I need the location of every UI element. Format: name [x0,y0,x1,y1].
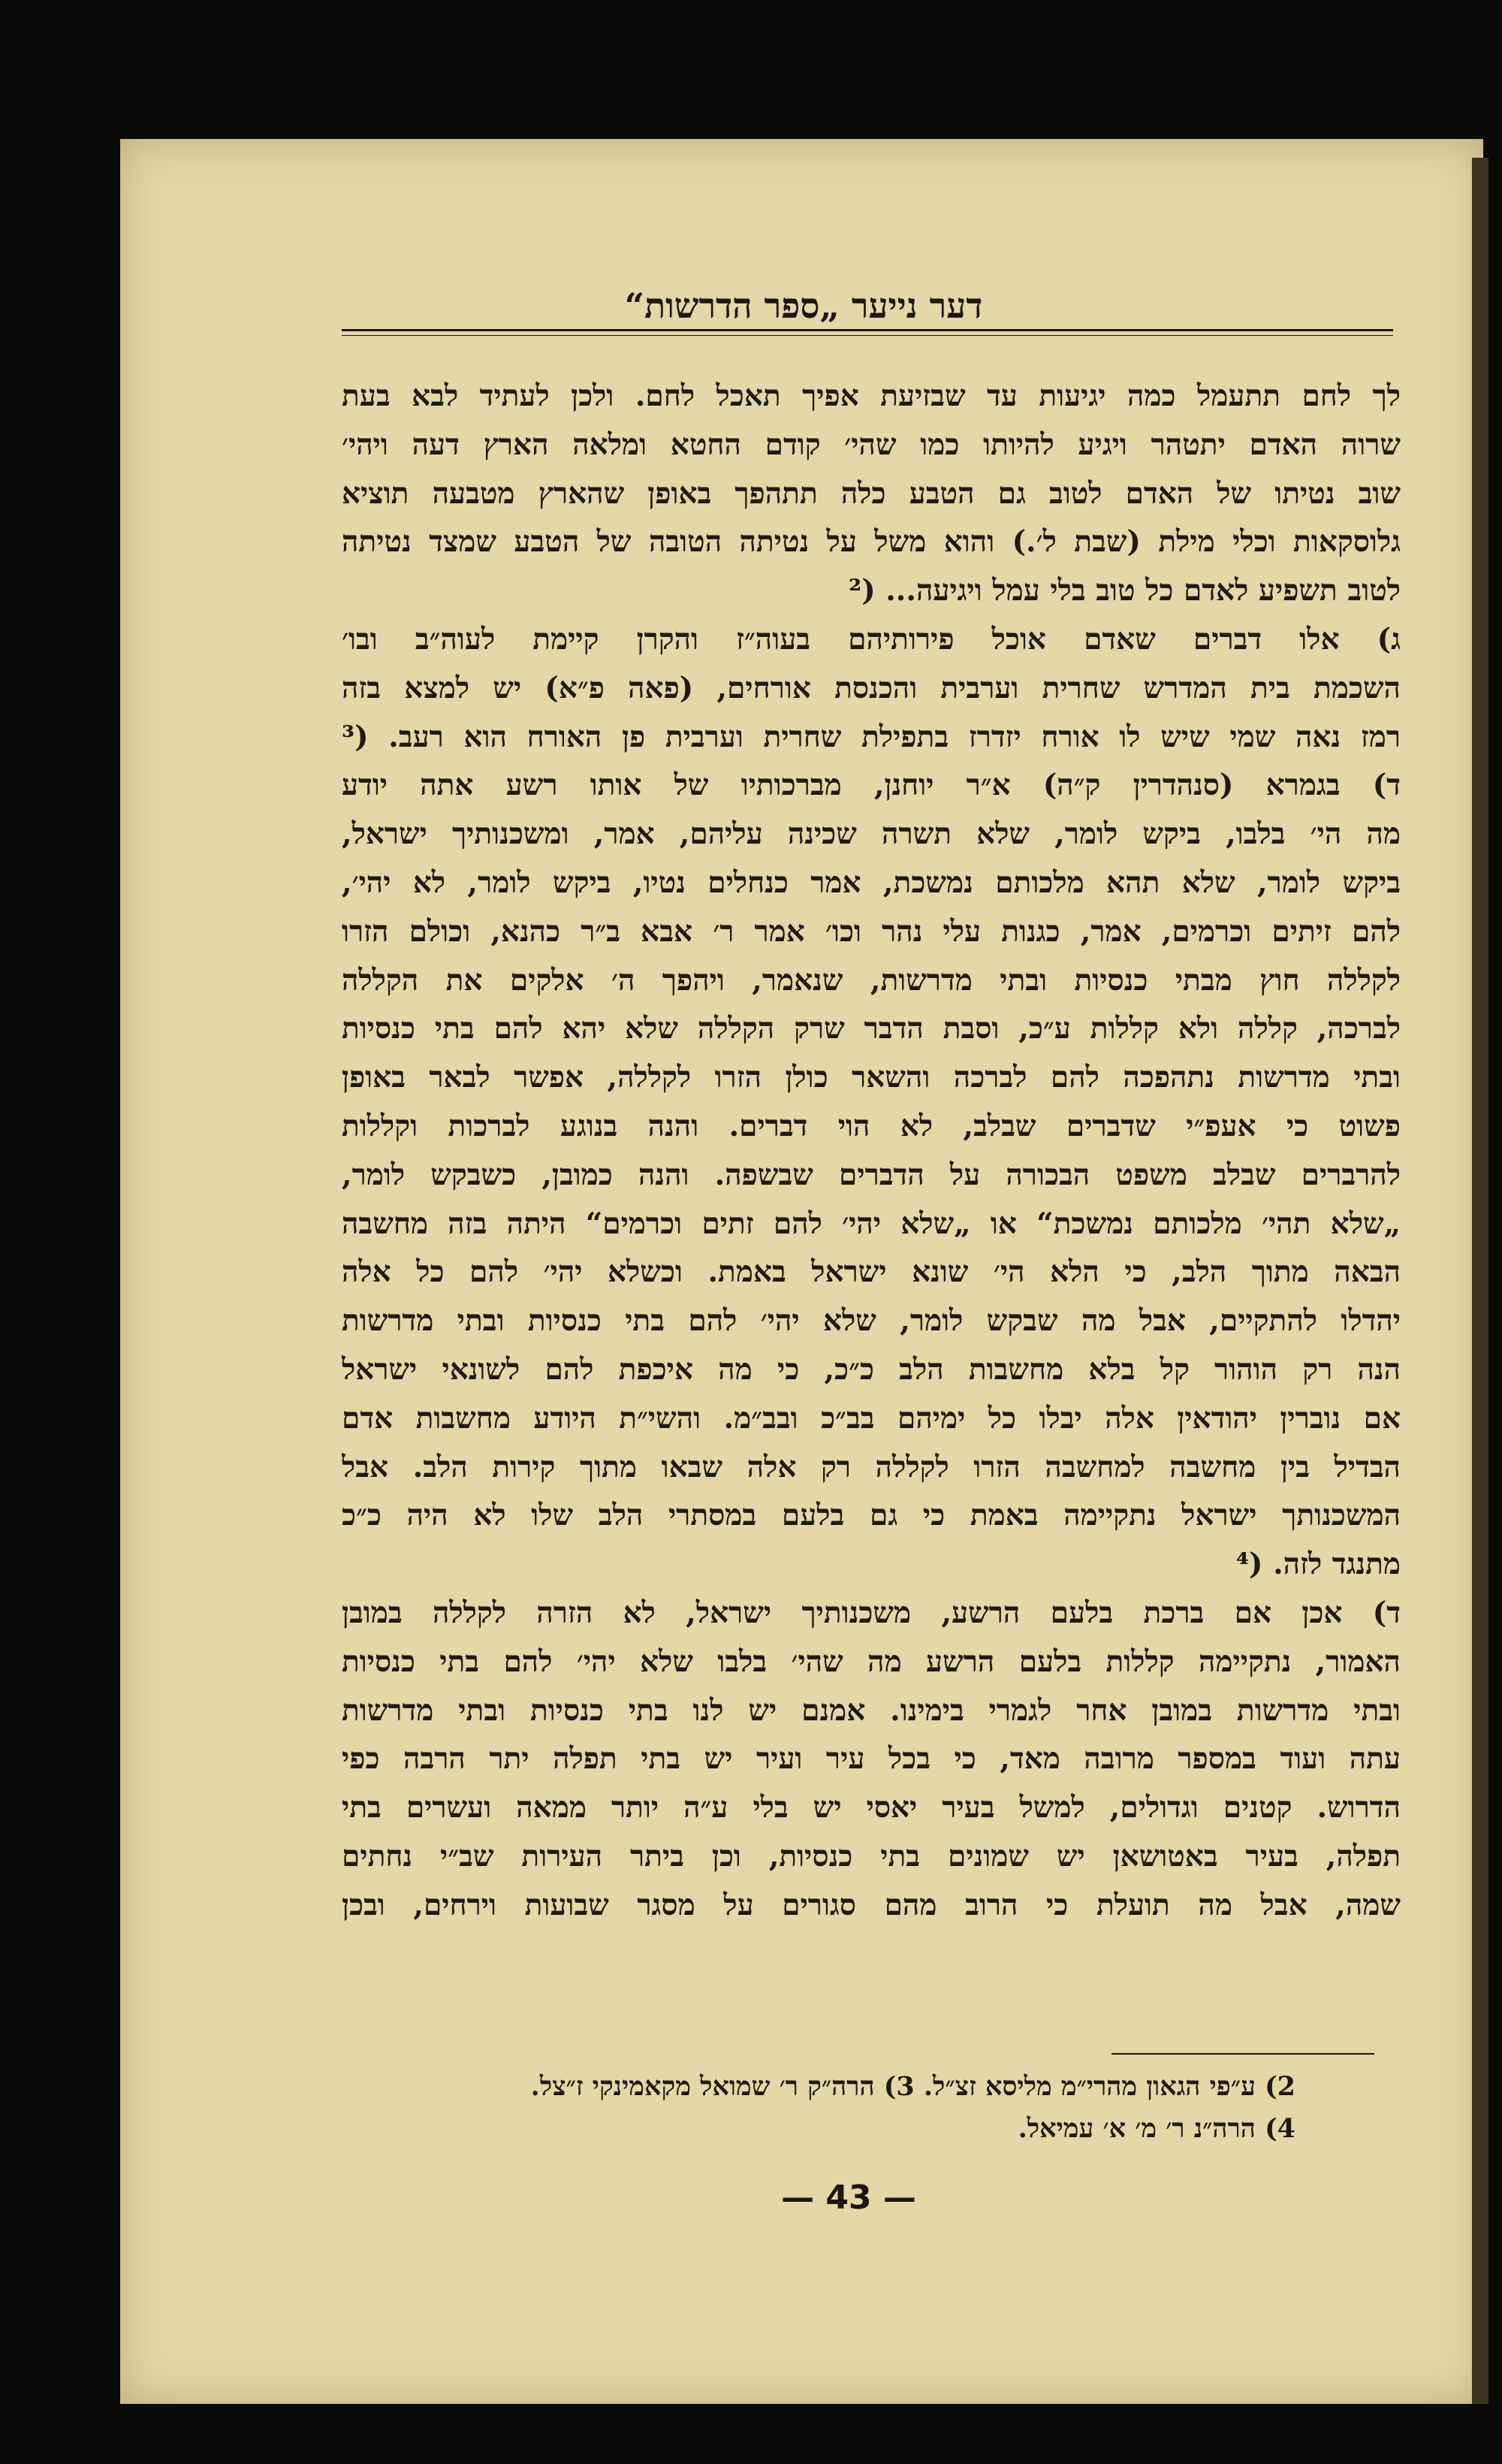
text-line: לטוב תשפיע לאדם כל טוב בלי עמל ויגיעה... (² [849,573,1401,608]
text-line: האמור, נתקיימה קללות בלעם הרשע מה שהי׳ בלבו שלא יהי׳ להם בתי כנסיות [342,1644,1401,1679]
text-line: לקללה חוץ מבתי כנסיות ובתי מדרשות, שנאמר, ויהפך ה׳ אלקים את הקללה [342,962,1401,998]
header-rule [342,329,1393,331]
text-line: עתה ועוד במספר מרובה מאד, כי בכל עיר ועיר יש בתי תפלה יתר הרבה כפי [342,1741,1401,1777]
text-line: ד) בגמרא (סנהדרין ק״ה) א״ר יוחנן, מברכותיו של אותו רשע אתה יודע [342,768,1401,803]
text-line: להם זיתים וכרמים, אמר, כגנות עלי נהר וכו׳ אמר ר׳ אבא ב״ר כהנא, וכולם הזרו [342,913,1401,949]
text-line: ד) אכן אם ברכת בלעם הרשע, משכנותיך ישראל, לא הזרה לקללה במובן [342,1595,1401,1630]
text-line: שוב נטיתו של האדם לטוב גם הטבע כלה תתהפך באופן שהארץ מטבעה תוציא [342,476,1401,511]
text-line: ביקש לומר, שלא תהא מלכותם נמשכת, אמר כנחלים נטיו, ביקש לומר, לא יהי׳, [342,865,1401,900]
text-line: „שלא תהי׳ מלכותם נמשכת“ או „שלא יהי׳ להם זתים וכרמים“ היתה בזה מחשבה [342,1206,1401,1241]
footnote-rule [1111,2053,1374,2055]
running-header: דער נייער „ספר הדרשות“ [624,285,983,326]
text-line: שרוה האדם יתטהר ויגיע להיותו כמו שהי׳ קודם החטא ומלאה הארץ דעה ויהי׳ [342,427,1401,462]
text-line: אם נוברין יהודאין אלה יבלו כל ימיהם בב״כ ובב״מ. והשי״ת היודע מחשבות אדם [342,1400,1401,1436]
footnote-line: 2) ע״פי הגאון מהרי״מ מליסא זצ״ל. 3) הרה״ק ר׳ שמואל מקאמינקי ז״צל. [530,2071,1295,2102]
page-number: — 43 — [781,2179,916,2217]
text-line: גלוסקאות וכלי מילת (שבת ל׳.) והוא משל על נטיתה הטובה של הטבע שמצד נטיתה [342,524,1401,560]
body-text [342,372,1401,1930]
footnotes [342,2066,1295,2150]
text-line: מתנגד לזה. (⁴ [1235,1547,1401,1582]
text-line: להרברים שבלב משפט הבכורה על הדברים שבשפה. והנה כמובן, כשבקש לומר, [342,1157,1401,1192]
text-line: המשכנותך ישראל נתקיימה באמת כי גם בלעם במסתרי הלב שלו לא היה כ״כ [342,1498,1401,1533]
text-line: רמז נאה שמי שיש לו אורח יזדרז בתפילת שחרית וערבית פן האורח הוא רעב. (³ [342,719,1401,754]
text-line: ובתי מדרשות נתהפכה להם לברכה והשאר כולן הזרו לקללה, אפשר לבאר באופן [342,1060,1401,1095]
book-page-edge [1472,158,1488,2404]
text-line: הבאה מתוך הלב, כי הלא הי׳ שונא ישראל באמת. וכשלא יהי׳ להם כל אלה [342,1255,1401,1290]
text-line: הדרוש. קטנים וגדולים, למשל בעיר יאסי יש בלי ע״ה יותר ממאה ועשרים בתי [342,1790,1401,1825]
text-line: שמה, אבל מה תועלת כי הרוב מהם סגורים על מסגר שבועות וירחים, ובכן [342,1887,1401,1922]
text-line: לך לחם תתעמל כמה יגיעות עד שבזיעת אפיך תאכל לחם. ולכן לעתיד לבא בעת [342,379,1401,413]
text-line: לברכה, קללה ולא קללות ע״כ, וסבת הדבר שרק הקללה שלא יהא להם בתי כנסיות [342,1011,1401,1046]
header-rule-thin [342,335,1393,336]
text-line: ג) אלו דברים שאדם אוכל פירותיהם בעוה״ז והקרן קיימת לעוה״ב ובו׳ [342,621,1401,657]
text-line: יהדלו להתקיים, אבל מה שבקש לומר, שלא יהי׳ להם בתי כנסיות ובתי מדרשות [342,1303,1401,1339]
text-line: הבדיל בין מחשבה למחשבה הזרו לקללה רק אלה שבאו מתוך קירות הלב. אבל [342,1449,1401,1484]
text-line: ובתי מדרשות במובן אחר לגמרי בימינו. אמנם יש לנו בתי כנסיות ובתי מדרשות [342,1692,1401,1728]
text-line: פשוט כי אעפ״י שדברים שבלב, לא הוי דברים. והנה בנוגע לברכות וקללות [342,1108,1401,1143]
text-line: תפלה, בעיר באטושאן יש שמונים בתי כנסיות, וכן ביתר העירות שב״י נחתים [342,1838,1401,1874]
text-line: מה הי׳ בלבו, ביקש לומר, שלא תשרה שכינה עליהם, אמר, ומשכנותיך ישראל, [342,817,1401,852]
text-line: הנה רק הוהור קל בלא מחשבות הלב כ״כ, כי מה איכפת להם לשונאי ישראל [342,1351,1401,1387]
text-line: השכמת בית המדרש שחרית וערבית והכנסת אורחים, (פאה פ״א) יש למצא בזה [342,670,1401,705]
footnote-line: 4) הרה״נ ר׳ מ׳ א׳ עמיאל. [1018,2113,1295,2144]
